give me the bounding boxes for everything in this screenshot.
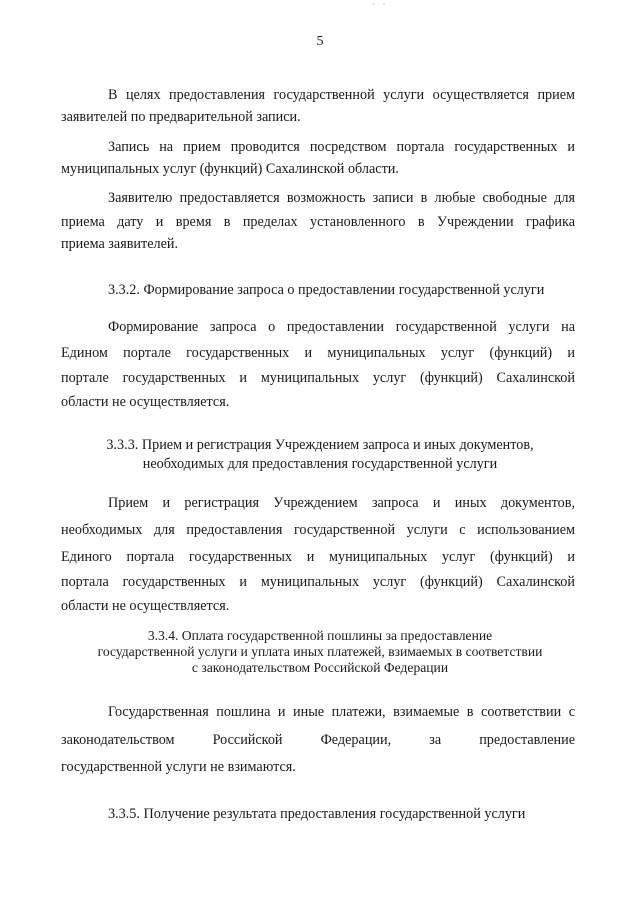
paragraph-line: Формирование запроса о предоставлении государственной услуги на <box>108 319 575 335</box>
section-heading-3-3-5: 3.3.5. Получение результата предоставления государственной услуги <box>108 806 526 822</box>
paragraph-line: государственной услуги не взимаются. <box>61 759 296 775</box>
paragraph-line: заявителей по предварительной записи. <box>61 109 301 125</box>
paragraph-line: Запись на прием проводится посредством портала государственных и <box>108 139 575 155</box>
paragraph-line: приема дату и время в пределах установленного в Учреждении графика <box>61 214 575 230</box>
paragraph-line: муниципальных услуг (функций) Сахалинской области. <box>61 161 399 177</box>
scan-mark: · · <box>372 0 389 9</box>
section-heading-3-3-2: 3.3.2. Формирование запроса о предоставлении государственной услуги <box>108 282 545 298</box>
section-heading-3-3-3-line-2: необходимых для предоставления государственной услуги <box>142 456 498 472</box>
paragraph-line: Государственная пошлина и иные платежи, взимаемые в соответствии с <box>108 704 575 720</box>
paragraph-line: законодательством Российской Федерации, за предоставление <box>61 732 575 748</box>
paragraph-line: портала государственных и муниципальных услуг (функций) Сахалинской <box>61 574 575 590</box>
paragraph-line: необходимых для предоставления государственной услуги с использованием <box>61 522 575 538</box>
section-heading-3-3-4-line-2: государственной услуги и уплата иных платежей, взимаемых в соответствии <box>97 644 543 659</box>
paragraph-line: Заявителю предоставляется возможность записи в любые свободные для <box>108 190 575 206</box>
paragraph-line: области не осуществляется. <box>61 394 230 410</box>
section-heading-3-3-3: 3.3.3. Прием и регистрация Учреждением запроса и иных документов, <box>106 437 534 453</box>
section-heading-3-3-4: 3.3.4. Оплата государственной пошлины за предоставление <box>147 628 493 643</box>
paragraph-line: области не осуществляется. <box>61 598 230 614</box>
section-heading-3-3-4-line-3: с законодательством Российской Федерации <box>191 660 449 675</box>
paragraph-line: Прием и регистрация Учреждением запроса и иных документов, <box>108 495 575 511</box>
paragraph-line: Единого портала государственных и муниципальных услуг (функций) и <box>61 549 575 565</box>
paragraph-line: Едином портале государственных и муниципальных услуг (функций) и <box>61 345 575 361</box>
page-number: 5 <box>316 34 324 49</box>
paragraph-line: В целях предоставления государственной услуги осуществляется прием <box>108 87 575 103</box>
paragraph-line: приема заявителей. <box>61 236 179 252</box>
paragraph-line: портале государственных и муниципальных услуг (функций) Сахалинской <box>61 370 575 386</box>
